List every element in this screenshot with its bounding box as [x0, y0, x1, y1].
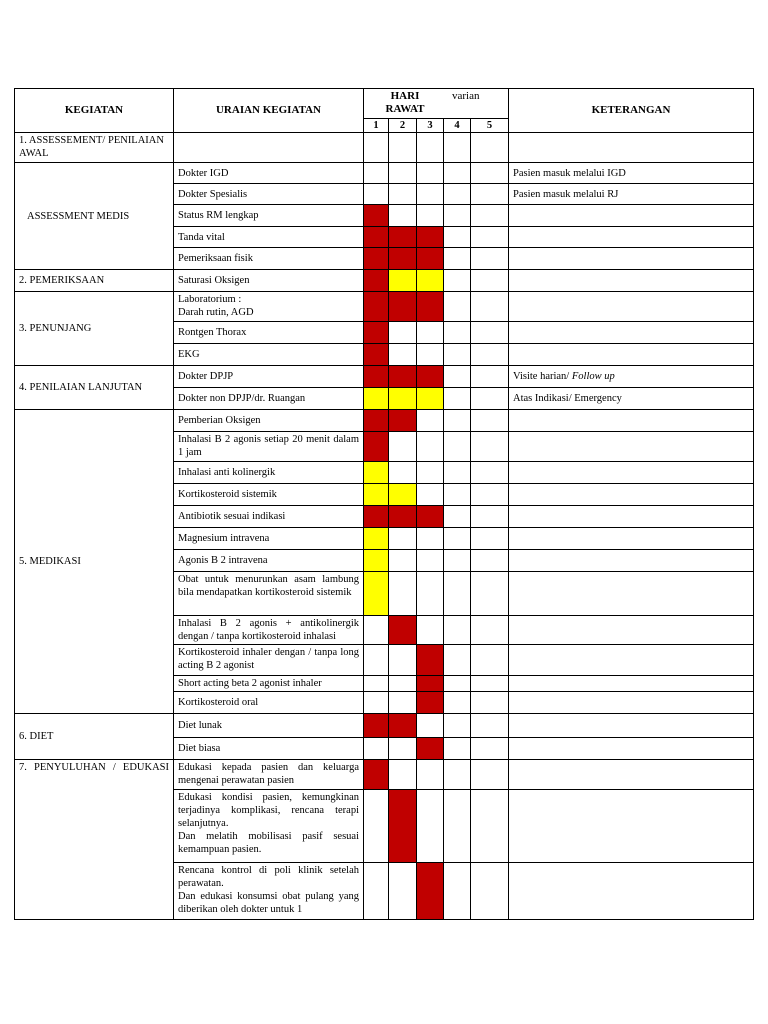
uraian-cell [174, 388, 364, 410]
category-cell: 4. PENILAIAN LANJUTAN [15, 366, 174, 410]
day-cell-1-red [364, 344, 389, 366]
keterangan-cell [509, 506, 754, 528]
day-cell-4-empty [444, 163, 471, 184]
uraian-cell [174, 227, 364, 248]
keterangan-cell [509, 133, 754, 163]
uraian-cell [174, 344, 364, 366]
day-cell-2-empty [389, 528, 417, 550]
day-cell-3-red [417, 738, 444, 760]
day-cell-2-empty [389, 432, 417, 462]
keterangan-italic-text: Follow up [571, 371, 615, 382]
day-cell-4-empty [444, 322, 471, 344]
day-cell-2 [389, 133, 417, 163]
uraian-line: Dokter Spesialis [178, 188, 248, 200]
keterangan-cell [509, 344, 754, 366]
day-cell-3-empty [417, 528, 444, 550]
day-cell-3-empty [417, 344, 444, 366]
day-cell-4-empty [444, 645, 471, 676]
day-cell-5-empty [471, 227, 509, 248]
clinical-pathway-sheet [14, 88, 754, 920]
uraian-line: Dokter non DPJP/dr. Ruangan [178, 393, 306, 404]
day-cell-4-empty [444, 248, 471, 270]
day-cell-4-empty [444, 506, 471, 528]
day-cell-4-empty [444, 790, 471, 863]
uraian-cell [174, 676, 364, 692]
uraian-cell [174, 248, 364, 270]
day-cell-4-empty [444, 432, 471, 462]
day-cell-4-empty [444, 292, 471, 322]
uraian-line: Laboratorium : [178, 294, 242, 305]
day-cell-5-empty [471, 572, 509, 616]
day-cell-4-empty [444, 388, 471, 410]
keterangan-cell [509, 366, 754, 388]
category-cell: 2. PEMERIKSAAN [15, 270, 174, 292]
keterangan-cell [509, 205, 754, 227]
day-cell-2-empty [389, 205, 417, 227]
uraian-line: Edukasi kondisi pasien, kemungkinan terjadinya komplikasi, rencana terapi selanjutnya. [178, 792, 359, 829]
day-cell-1-red [364, 248, 389, 270]
day-cell-1-empty [364, 184, 389, 205]
uraian-cell [174, 322, 364, 344]
keterangan-cell [509, 676, 754, 692]
day-cell-3-empty [417, 322, 444, 344]
uraian-cell [174, 692, 364, 714]
day-cell-3-red [417, 645, 444, 676]
uraian-line: EKG [178, 349, 200, 360]
uraian-line: Inhalasi B 2 agonis setiap 20 menit dalam 1 jam [178, 434, 359, 458]
day-cell-3-red [417, 227, 444, 248]
day-cell-3-red [417, 366, 444, 388]
day-cell-2-yellow [389, 270, 417, 292]
day-cell-5-empty [471, 528, 509, 550]
keterangan-text: Atas Indikasi/ Emergency [513, 393, 622, 404]
keterangan-cell [509, 616, 754, 645]
day-cell-3-empty [417, 616, 444, 645]
day-cell-3 [417, 133, 444, 163]
day-cell-3-red [417, 248, 444, 270]
uraian-cell [174, 184, 364, 205]
day-cell-5-empty [471, 344, 509, 366]
day-cell-5-empty [471, 292, 509, 322]
day-cell-4-empty [444, 760, 471, 790]
day-cell-3-empty [417, 484, 444, 506]
uraian-cell [174, 760, 364, 790]
category-cell: ASSESSMENT MEDIS [15, 163, 174, 270]
category-cell: 6. DIET [15, 714, 174, 760]
uraian-line: Pemberian Oksigen [178, 415, 261, 426]
uraian-line: Dokter DPJP [178, 371, 234, 382]
varian-label: varian [452, 90, 480, 102]
day-cell-4 [444, 133, 471, 163]
table-row [15, 760, 754, 790]
uraian-line: Antibiotik sesuai indikasi [178, 511, 286, 522]
keterangan-cell [509, 462, 754, 484]
day-cell-5-empty [471, 270, 509, 292]
day-cell-5-empty [471, 410, 509, 432]
day-cell-5-empty [471, 506, 509, 528]
day-header-2: 2 [389, 119, 417, 133]
keterangan-cell [509, 738, 754, 760]
uraian-cell [174, 616, 364, 645]
uraian-cell [174, 163, 364, 184]
day-cell-1-yellow [364, 388, 389, 410]
keterangan-cell [509, 484, 754, 506]
day-cell-5-empty [471, 714, 509, 738]
day-cell-4-empty [444, 484, 471, 506]
day-cell-5-empty [471, 248, 509, 270]
day-cell-1-red [364, 506, 389, 528]
day-cell-5-empty [471, 366, 509, 388]
day-cell-2-empty [389, 863, 417, 920]
day-cell-2-red [389, 366, 417, 388]
day-cell-3-empty [417, 572, 444, 616]
day-cell-5-empty [471, 863, 509, 920]
table-row [15, 366, 754, 388]
uraian-cell [174, 462, 364, 484]
day-cell-1-red [364, 432, 389, 462]
day-cell-2-red [389, 506, 417, 528]
day-cell-3-red [417, 863, 444, 920]
keterangan-header: KETERANGAN [509, 89, 754, 133]
day-header-4: 4 [444, 119, 471, 133]
day-cell-5-empty [471, 462, 509, 484]
uraian-line: Inhalasi B 2 agonis + antikolinergik dengan / tanpa kortikosteroid inhalasi [178, 618, 359, 642]
day-cell-5-empty [471, 205, 509, 227]
day-cell-4-empty [444, 572, 471, 616]
day-header-3: 3 [417, 119, 444, 133]
day-cell-5-empty [471, 322, 509, 344]
day-cell-4-empty [444, 205, 471, 227]
day-cell-3-empty [417, 163, 444, 184]
category-cell: 1. ASSESSEMENT/ PENILAIAN AWAL [15, 133, 174, 163]
day-cell-4-empty [444, 462, 471, 484]
day-cell-3-red [417, 506, 444, 528]
day-cell-1-red [364, 270, 389, 292]
day-cell-1-empty [364, 676, 389, 692]
day-cell-5-empty [471, 738, 509, 760]
day-cell-2-empty [389, 322, 417, 344]
day-cell-1-yellow [364, 550, 389, 572]
day-cell-5 [471, 133, 509, 163]
day-cell-5-empty [471, 616, 509, 645]
day-cell-1-red [364, 227, 389, 248]
day-cell-2-red [389, 292, 417, 322]
uraian-line: Obat untuk menurunkan asam lambung bila mendapatkan kortikosteroid sistemik [178, 574, 359, 598]
day-cell-2-red [389, 790, 417, 863]
keterangan-cell [509, 292, 754, 322]
day-cell-4-empty [444, 270, 471, 292]
day-cell-1-empty [364, 616, 389, 645]
day-cell-2-red [389, 248, 417, 270]
day-cell-2-yellow [389, 388, 417, 410]
day-cell-2-red [389, 616, 417, 645]
uraian-line: Diet lunak [178, 720, 223, 731]
day-cell-2-yellow [389, 484, 417, 506]
day-cell-1-red [364, 292, 389, 322]
day-cell-5-empty [471, 645, 509, 676]
day-cell-5-empty [471, 550, 509, 572]
uraian-line: Tanda vital [178, 231, 225, 243]
day-cell-5-empty [471, 432, 509, 462]
day-cell-3-red [417, 676, 444, 692]
day-cell-5-empty [471, 760, 509, 790]
keterangan-cell [509, 248, 754, 270]
table-row [15, 133, 754, 163]
day-cell-5-empty [471, 676, 509, 692]
uraian-line: Rontgen Thorax [178, 327, 247, 338]
uraian-cell [174, 432, 364, 462]
uraian-cell [174, 550, 364, 572]
day-cell-2-red [389, 714, 417, 738]
day-cell-1-empty [364, 645, 389, 676]
day-cell-2-empty [389, 572, 417, 616]
day-cell-2-empty [389, 676, 417, 692]
day-cell-2-red [389, 227, 417, 248]
uraian-line: Darah rutin, AGD [178, 307, 254, 318]
day-cell-4-empty [444, 227, 471, 248]
day-cell-4-empty [444, 714, 471, 738]
day-cell-1-red [364, 714, 389, 738]
day-cell-3-empty [417, 790, 444, 863]
uraian-cell [174, 528, 364, 550]
day-cell-1-empty [364, 863, 389, 920]
keterangan-cell [509, 692, 754, 714]
keterangan-text: Pasien masuk melalui RJ [513, 188, 619, 200]
day-cell-3-empty [417, 432, 444, 462]
pathway-body [15, 133, 754, 920]
day-cell-2-empty [389, 738, 417, 760]
kegiatan-header: KEGIATAN [15, 89, 174, 133]
keterangan-cell [509, 528, 754, 550]
keterangan-cell [509, 163, 754, 184]
keterangan-cell [509, 184, 754, 205]
keterangan-cell [509, 410, 754, 432]
day-cell-3-empty [417, 410, 444, 432]
keterangan-cell [509, 572, 754, 616]
day-cell-5-empty [471, 790, 509, 863]
day-cell-5-empty [471, 484, 509, 506]
keterangan-cell [509, 760, 754, 790]
uraian-line: Status RM lengkap [178, 210, 259, 221]
uraian-cell [174, 506, 364, 528]
uraian-line: Pemeriksaan fisik [178, 253, 253, 264]
uraian-line: Edukasi kepada pasien dan keluarga mengenai perawatan pasien [178, 762, 359, 786]
uraian-cell [174, 790, 364, 863]
uraian-line: Dokter IGD [178, 167, 229, 179]
day-cell-3-empty [417, 205, 444, 227]
uraian-cell [174, 133, 364, 163]
uraian-cell [174, 366, 364, 388]
keterangan-text: Pasien masuk melalui IGD [513, 167, 626, 179]
day-cell-1-red [364, 205, 389, 227]
keterangan-cell [509, 227, 754, 248]
day-cell-1-yellow [364, 484, 389, 506]
day-cell-3-red [417, 692, 444, 714]
day-cell-3-empty [417, 550, 444, 572]
day-cell-3-yellow [417, 388, 444, 410]
category-cell: 3. PENUNJANG [15, 292, 174, 366]
day-cell-1-empty [364, 738, 389, 760]
day-header-5: 5 [471, 119, 509, 133]
day-header-1: 1 [364, 119, 389, 133]
uraian-cell [174, 714, 364, 738]
day-cell-4-empty [444, 344, 471, 366]
hari-label: HARI [390, 90, 420, 102]
uraian-cell [174, 410, 364, 432]
day-cell-4-empty [444, 738, 471, 760]
uraian-cell [174, 484, 364, 506]
uraian-line: Inhalasi anti kolinergik [178, 467, 276, 478]
keterangan-cell [509, 714, 754, 738]
table-row [15, 292, 754, 322]
uraian-cell [174, 738, 364, 760]
keterangan-text: Visite harian/ [513, 371, 572, 382]
keterangan-cell [509, 790, 754, 863]
day-cell-4-empty [444, 528, 471, 550]
day-cell-4-empty [444, 410, 471, 432]
uraian-line: Dan edukasi konsumsi obat pulang yang diberikan oleh dokter untuk 1 [178, 891, 359, 915]
rawat-label: RAWAT [385, 103, 425, 115]
day-cell-4-empty [444, 676, 471, 692]
day-cell-4-empty [444, 366, 471, 388]
uraian-cell [174, 863, 364, 920]
category-cell: 7. PENYULUHAN / EDUKASI [15, 760, 174, 920]
table-row [15, 270, 754, 292]
uraian-line: Diet biasa [178, 743, 221, 754]
day-cell-1-yellow [364, 528, 389, 550]
uraian-line: Agonis B 2 intravena [178, 555, 268, 566]
uraian-line: Saturasi Oksigen [178, 275, 250, 286]
uraian-cell [174, 205, 364, 227]
keterangan-cell [509, 432, 754, 462]
day-cell-1-empty [364, 692, 389, 714]
day-cell-5-empty [471, 184, 509, 205]
day-cell-2-empty [389, 645, 417, 676]
day-cell-3-yellow [417, 270, 444, 292]
table-row [15, 714, 754, 738]
day-cell-4-empty [444, 184, 471, 205]
day-cell-2-empty [389, 692, 417, 714]
day-cell-2-empty [389, 760, 417, 790]
day-cell-2-empty [389, 462, 417, 484]
uraian-header: URAIAN KEGIATAN [174, 89, 364, 133]
keterangan-cell [509, 388, 754, 410]
day-cell-2-empty [389, 163, 417, 184]
keterangan-cell [509, 645, 754, 676]
keterangan-cell [509, 270, 754, 292]
table-row [15, 163, 754, 184]
day-cell-1-empty [364, 790, 389, 863]
table-row [15, 410, 754, 432]
keterangan-cell [509, 550, 754, 572]
uraian-line: Dan melatih mobilisasi pasif sesuai kemampuan pasien. [178, 831, 359, 855]
day-cell-3-empty [417, 184, 444, 205]
uraian-cell [174, 270, 364, 292]
day-cell-4-empty [444, 692, 471, 714]
day-cell-4-empty [444, 616, 471, 645]
hari-rawat-header [364, 89, 509, 119]
day-cell-3-empty [417, 714, 444, 738]
keterangan-cell [509, 322, 754, 344]
day-cell-2-empty [389, 550, 417, 572]
day-cell-2-red [389, 410, 417, 432]
keterangan-cell [509, 863, 754, 920]
uraian-line: Short acting beta 2 agonist inhaler [178, 678, 322, 689]
clinical-pathway-table [14, 88, 754, 920]
uraian-line: Kortikosteroid sistemik [178, 489, 277, 500]
uraian-line: Rencana kontrol di poli klinik setelah perawatan. [178, 865, 359, 889]
day-cell-4-empty [444, 863, 471, 920]
day-cell-1-red [364, 760, 389, 790]
day-cell-1-red [364, 366, 389, 388]
day-cell-3-empty [417, 462, 444, 484]
hari-rawat-label [364, 90, 446, 116]
uraian-line: Kortikosteroid inhaler dengan / tanpa long acting B 2 agonist [178, 647, 359, 671]
uraian-cell [174, 292, 364, 322]
day-cell-3-red [417, 292, 444, 322]
category-cell: 5. MEDIKASI [15, 410, 174, 714]
day-cell-5-empty [471, 692, 509, 714]
day-cell-1-empty [364, 163, 389, 184]
day-cell-5-empty [471, 388, 509, 410]
uraian-cell [174, 572, 364, 616]
day-cell-1 [364, 133, 389, 163]
day-cell-1-yellow [364, 572, 389, 616]
uraian-line: Kortikosteroid oral [178, 697, 259, 708]
uraian-line: Magnesium intravena [178, 533, 270, 544]
day-cell-3-empty [417, 760, 444, 790]
day-cell-1-red [364, 410, 389, 432]
day-cell-4-empty [444, 550, 471, 572]
uraian-cell [174, 645, 364, 676]
day-cell-5-empty [471, 163, 509, 184]
day-cell-2-empty [389, 344, 417, 366]
day-cell-2-empty [389, 184, 417, 205]
day-cell-1-red [364, 322, 389, 344]
day-cell-1-yellow [364, 462, 389, 484]
